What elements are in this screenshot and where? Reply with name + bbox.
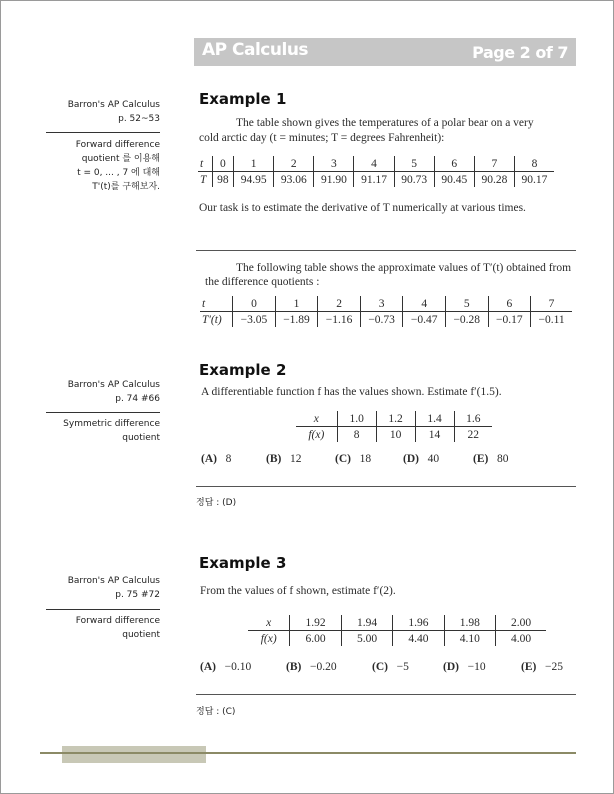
table-cell: 1.0 [337,411,376,427]
table-cell: 4 [354,156,394,172]
example-3-question: From the values of f shown, estimate f′(2). [200,585,396,597]
table-cell: 1.2 [376,411,415,427]
table-cell: 4.00 [496,631,546,647]
table-cell: 14 [415,427,454,443]
row-label: T [200,173,207,186]
table-cell: 6.00 [290,631,341,647]
table-cell: 1.96 [393,615,444,631]
example-1-note [76,138,160,194]
table-cell: 90.73 [394,172,434,188]
table-cell: 7 [474,156,514,172]
table-cell: −0.17 [488,312,531,328]
side-divider [46,609,160,610]
header-title: AP Calculus [202,40,309,60]
footer-block [62,746,206,763]
table-cell: 1.6 [454,411,492,427]
reference-page: p. 52~53 [118,114,160,124]
note-line: Forward difference [75,140,160,150]
table-cell: 10 [376,427,415,443]
example-2-table [296,411,492,442]
example-3-note [76,614,160,642]
reference-page: p. 75 #72 [115,590,160,600]
table-cell: 22 [454,427,492,443]
table-cell: 1.94 [341,615,392,631]
table-cell: 6 [434,156,474,172]
table-cell: 4 [403,296,446,312]
reference-book: Barron's AP Calculus [67,380,160,390]
derivative-table [200,296,572,327]
table-cell: −0.47 [403,312,446,328]
section-divider [196,694,576,695]
table-cell: 93.06 [274,172,314,188]
choice-c: (C) 18 [335,453,372,465]
note-line: quotient 를 이용해 [81,154,160,164]
table-cell: 5 [445,296,488,312]
row-label: t [200,296,233,312]
example-1-reference [68,98,160,126]
side-divider [46,412,160,413]
table-cell: 1 [234,156,274,172]
reference-page: p. 74 #66 [115,394,160,404]
choice-a: (A) 8 [201,453,232,465]
table-cell: 91.90 [314,172,354,188]
example-2-answer: 정답 : (D) [196,498,237,508]
table-cell: 90.17 [514,172,554,188]
page-indicator: Page 2 of 7 [472,43,568,62]
example-1-followup-line-1: The following table shows the approximate values of T′(t) obtained from [236,262,572,274]
table-cell: −0.28 [445,312,488,328]
reference-book: Barron's AP Calculus [67,576,160,586]
row-label: x [296,411,337,427]
example-1-followup-line-2: the difference quotients : [205,276,320,288]
table-cell: −0.11 [531,312,572,328]
table-cell: 3 [314,156,354,172]
note-line: quotient [122,433,160,443]
table-cell: 7 [531,296,572,312]
choice-d: (D) −10 [443,661,486,673]
example-2-reference [68,378,160,406]
row-label: f(x) [260,632,277,645]
table-cell: 2 [318,296,361,312]
choice-d: (D) 40 [403,453,440,465]
choice-b: (B) −0.20 [286,661,337,673]
section-divider [196,250,576,251]
table-cell: 5 [394,156,434,172]
example-3-table [248,615,546,646]
choice-a: (A) −0.10 [200,661,252,673]
choice-e: (E) 80 [473,453,509,465]
table-cell: 90.45 [434,172,474,188]
note-line: t = 0, ... , 7 에 대해 [77,168,160,178]
note-line: T'(t)를 구해보자. [92,182,160,192]
note-line: Symmetric difference [63,419,160,429]
table-cell: 8 [337,427,376,443]
temperature-table [198,156,554,187]
table-cell: 98 [212,172,233,188]
example-1-title: Example 1 [199,90,287,108]
example-1-intro-line-2: cold arctic day (t = minutes; T = degrees Fahrenheit): [199,132,445,144]
table-cell: 90.28 [474,172,514,188]
row-label: f(x) [308,428,325,441]
note-line: Forward difference [75,616,160,626]
side-divider [46,132,160,133]
footer-rule [40,752,576,754]
section-divider [196,486,576,487]
table-cell: 2.00 [496,615,546,631]
table-cell: −0.73 [360,312,403,328]
table-cell: 5.00 [341,631,392,647]
table-cell: 91.17 [354,172,394,188]
table-cell: 0 [233,296,276,312]
reference-book: Barron's AP Calculus [67,100,160,110]
example-1-task: Our task is to estimate the derivative of T numerically at various times. [199,202,526,214]
table-cell: −3.05 [233,312,276,328]
example-3-answer: 정답 : (C) [196,707,236,717]
table-cell: 4.40 [393,631,444,647]
choice-e: (E) −25 [521,661,563,673]
example-1-intro-line-1: The table shown gives the temperatures of a polar bear on a very [236,117,534,129]
table-cell: 4.10 [444,631,495,647]
table-cell: −1.16 [318,312,361,328]
table-cell: 8 [514,156,554,172]
table-cell: 0 [212,156,233,172]
example-3-title: Example 3 [199,554,287,572]
table-cell: 3 [360,296,403,312]
row-label: x [248,615,290,631]
table-cell: 1.98 [444,615,495,631]
row-label: T′(t) [202,313,222,326]
example-2-question: A differentiable function f has the values shown. Estimate f′(1.5). [201,386,502,398]
table-cell: 1.4 [415,411,454,427]
note-line: quotient [122,630,160,640]
choice-c: (C) −5 [372,661,409,673]
row-label: t [198,156,212,172]
example-2-note [63,417,160,445]
table-cell: 1 [275,296,318,312]
table-cell: 2 [274,156,314,172]
table-cell: 94.95 [234,172,274,188]
table-cell: 6 [488,296,531,312]
table-cell: 1.92 [290,615,341,631]
example-3-reference [68,574,160,602]
example-2-title: Example 2 [199,361,287,379]
table-cell: −1.89 [275,312,318,328]
choice-b: (B) 12 [266,453,302,465]
